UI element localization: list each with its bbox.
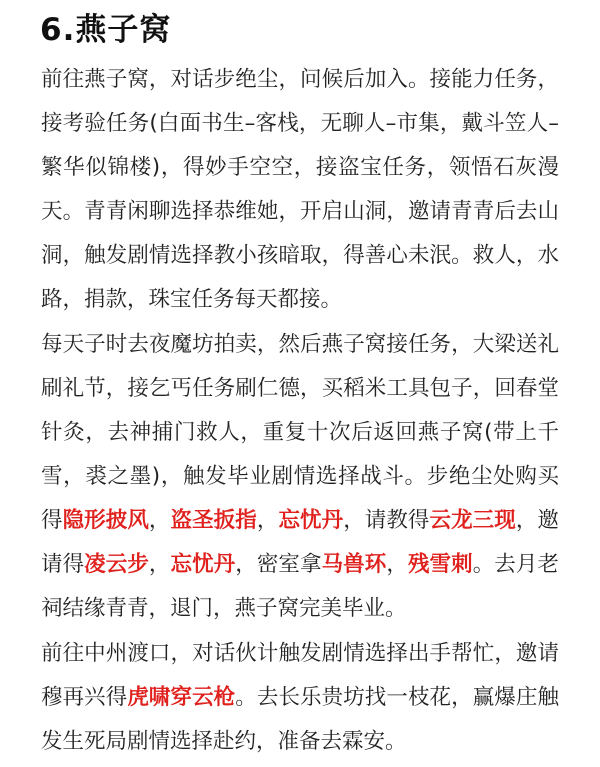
highlighted-item: 凌云步 [84,552,149,577]
text-run: ， [148,552,171,577]
text-run: 前往中州渡口，对话伙计触发剧情选择出手帮忙，邀请穆再兴得 [41,641,559,710]
highlighted-item: 隐形披风 [62,508,149,533]
text-run: 前往燕子窝，对话步绝尘，问候后加入。接能力任务，接考验任务(白面书生–客栈，无聊人–市集，戴斗笠人–繁华似锦楼)，得妙手空空，接盗宝任务，领悟石灰漫天。青青闲聊选择恭维她，开启山洞，邀请青青后去山洞，触发剧情选择教小孩暗取，得善心未泯。救人，水路，捐款，珠宝任务每天都接。 [41,67,559,312]
text-run: ，密室拿 [235,552,322,577]
paragraph [41,323,559,631]
highlighted-item: 忘忧丹 [170,552,236,577]
highlighted-item: 云龙三现 [429,508,516,533]
article-body [41,58,559,765]
text-run: ，请教得 [343,508,430,533]
highlighted-item: 虎啸穿云枪 [127,685,236,710]
text-run: ， [148,508,171,533]
section-title: 6.燕子窝 [40,12,172,48]
highlighted-item: 马兽环 [321,552,387,577]
text-run: ，邀请得 [41,508,559,577]
paragraph [41,58,559,322]
text-run: 。去长乐贵坊找一枝花，赢爆庄触发生死局剧情选择赴约，准备去霖安。 [41,685,559,754]
highlighted-item: 忘忧丹 [278,508,344,533]
highlighted-item: 残雪刺 [407,552,473,577]
highlighted-item: 盗圣扳指 [170,508,257,533]
text-run: 每天子时去夜魔坊拍卖，然后燕子窝接任务，大梁送礼刷礼节，接乞丐任务刷仁德，买稻米工具包子，回春堂针灸，去神捕门救人，重复十次后返回燕子窝(带上千雪，裘之墨)，触发毕业剧情选择战斗。步绝尘处购买得 [41,332,559,533]
paragraph [41,632,559,764]
text-run: 。去月老祠结缘青青，退门，燕子窝完美毕业。 [41,552,559,621]
text-run: ， [256,508,279,533]
text-run: ， [386,552,408,577]
